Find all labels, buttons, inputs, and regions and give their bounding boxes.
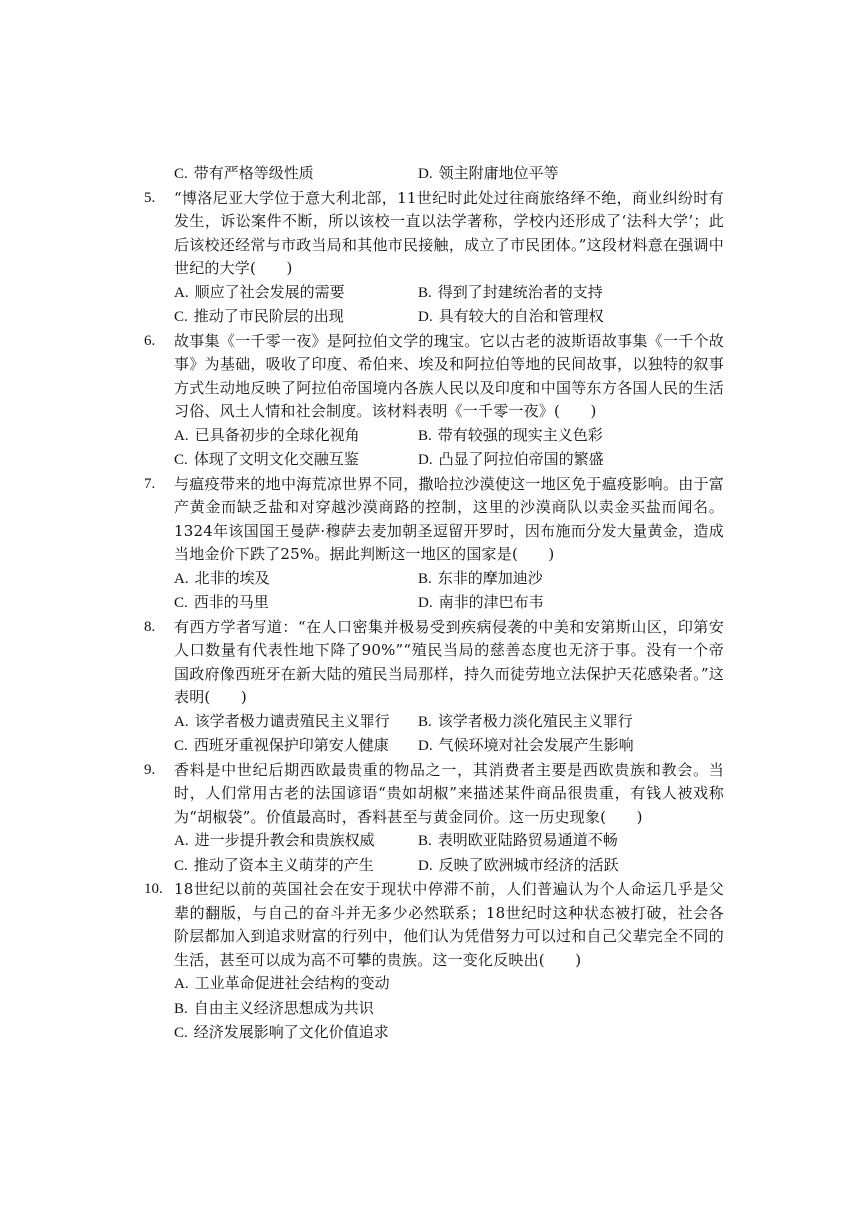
option-row <box>174 972 724 997</box>
option-text: 北非的埃及 <box>194 568 270 587</box>
option-letter: A. <box>174 427 189 444</box>
option-letter: D. <box>418 595 433 611</box>
option-d <box>418 448 662 473</box>
option-row <box>174 567 724 592</box>
option-a <box>174 972 390 997</box>
option-c <box>174 162 418 187</box>
option-a <box>174 281 418 306</box>
option-text: 得到了封建统治者的支持 <box>437 282 603 301</box>
option-letter: C. <box>174 452 188 468</box>
question-6 <box>144 330 724 473</box>
option-c <box>174 734 418 759</box>
question-stem: 有西方学者写道：“在人口密集并极易受到疾病侵袭的中美和安第斯山区，印第安人口数量有代表性地下降了90%”“殖民当局的慈善态度也无济于事。没有一个帝国政府像西班牙在新大陆的殖民当局那样，持久而徒劳地立法保护天花感染者。”这表明( ) <box>174 617 724 706</box>
option-letter: A. <box>174 713 189 730</box>
option-letter: B. <box>418 427 432 444</box>
question-4-continued <box>144 162 724 187</box>
option-b <box>174 997 374 1022</box>
option-c <box>174 448 418 473</box>
option-text: 自由主义经济思想成为共识 <box>193 998 374 1017</box>
option-row <box>174 162 724 187</box>
question-list <box>144 162 724 1046</box>
question-number: 9. <box>144 761 156 778</box>
question-number: 6. <box>144 332 156 349</box>
question-8 <box>144 616 724 759</box>
option-text: 该学者极力淡化殖民主义罪行 <box>437 711 633 730</box>
option-text: 该学者极力谴责殖民主义罪行 <box>194 711 390 730</box>
option-letter: B. <box>418 713 432 730</box>
question-stem: 18世纪以前的英国社会在安于现状中停滞不前，人们普遍认为个人命运几乎是父辈的翻版，与自己的奋斗并无多少必然联系；18世纪时这种状态被打破，社会各阶层都加入到追求财富的行列中，他们认为凭借努力可以过和自己父辈完全不同的生活，甚至可以成为高不可攀的贵族。这一变化反映出( ) <box>174 880 724 969</box>
option-letter: A. <box>174 833 189 849</box>
option-text: 带有严格等级性质 <box>193 164 314 182</box>
option-d <box>418 734 662 759</box>
question-number: 8. <box>144 618 156 635</box>
option-c <box>174 854 418 879</box>
options <box>174 162 724 187</box>
options <box>174 829 724 878</box>
option-letter: A. <box>174 976 189 992</box>
question-9 <box>144 759 724 879</box>
option-letter: C. <box>174 738 188 754</box>
option-d <box>418 591 662 616</box>
question-7 <box>144 473 724 616</box>
option-row <box>174 734 724 759</box>
option-a <box>174 710 418 735</box>
option-text: 表明欧亚陆路贸易通道不畅 <box>437 831 618 849</box>
option-text: 气候环境对社会发展产生影响 <box>438 736 634 754</box>
option-letter: D. <box>418 452 433 468</box>
option-row <box>174 448 724 473</box>
option-text: 工业革命促进社会结构的变动 <box>194 974 390 992</box>
question-number: 10. <box>144 881 163 897</box>
option-row <box>174 305 724 330</box>
option-text: 具有较大的自治和管理权 <box>438 307 604 325</box>
option-b <box>418 567 662 592</box>
option-text: 东非的摩加迪沙 <box>437 568 543 587</box>
question-5 <box>144 187 724 330</box>
options <box>174 972 724 1046</box>
question-stem: 故事集《一千零一夜》是阿拉伯文学的瑰宝。它以古老的波斯语故事集《一千个故事》为基础，吸收了印度、希伯来、埃及和阿拉伯等地的民间故事，以独特的叙事方式生动地反映了阿拉伯帝国境内各族人民以及印度和中国等东方各国人民的生活习俗、风土人情和社会制度。该材料表明《一千零一夜》( ) <box>174 331 724 420</box>
option-letter: B. <box>418 570 432 587</box>
question-10 <box>144 878 724 1046</box>
option-c <box>174 305 418 330</box>
option-letter: A. <box>174 284 189 301</box>
option-text: 西非的马里 <box>193 593 269 611</box>
option-a <box>174 567 418 592</box>
options <box>174 567 724 616</box>
option-letter: B. <box>418 284 432 301</box>
option-letter: D. <box>418 857 433 874</box>
option-text: 领主附庸地位平等 <box>438 164 559 182</box>
option-row <box>174 591 724 616</box>
options <box>174 281 724 330</box>
option-letter: B. <box>174 1000 188 1017</box>
option-a <box>174 424 418 449</box>
option-a <box>174 829 418 854</box>
option-c <box>174 591 418 616</box>
option-text: 西班牙重视保护印第安人健康 <box>193 736 389 754</box>
option-text: 推动了资本主义萌芽的产生 <box>193 855 374 874</box>
option-letter: D. <box>418 166 433 182</box>
option-row <box>174 281 724 306</box>
option-text: 顺应了社会发展的需要 <box>194 282 345 301</box>
option-letter: B. <box>418 833 432 849</box>
option-letter: D. <box>418 738 433 754</box>
option-text: 凸显了阿拉伯帝国的繁盛 <box>438 450 604 468</box>
option-text: 进一步提升教会和贵族权威 <box>194 831 375 849</box>
option-row <box>174 829 724 854</box>
question-number: 7. <box>144 475 156 492</box>
option-letter: C. <box>174 1025 188 1041</box>
option-row <box>174 1021 724 1046</box>
options <box>174 424 724 473</box>
option-row <box>174 424 724 449</box>
option-text: 反映了欧洲城市经济的活跃 <box>438 855 619 874</box>
options <box>174 710 724 759</box>
option-d <box>418 854 662 879</box>
option-d <box>418 305 662 330</box>
question-stem: 与瘟疫带来的地中海荒凉世界不同，撒哈拉沙漠使这一地区免于瘟疫影响。由于富产黄金而缺乏盐和对穿越沙漠商路的控制，这里的沙漠商队以卖金买盐而闻名。1324年该国国王曼萨·穆萨去麦加朝圣逗留开罗时，因布施而分发大量黄金，造成当地金价下跌了25%。据此判断这一地区的国家是( ) <box>174 474 724 563</box>
option-text: 已具备初步的全球化视角 <box>194 425 360 444</box>
option-b <box>418 281 662 306</box>
option-text: 体现了文明文化交融互鉴 <box>193 450 359 468</box>
option-row <box>174 854 724 879</box>
option-letter: A. <box>174 570 189 587</box>
option-text: 经济发展影响了文化价值追求 <box>193 1023 389 1041</box>
option-letter: C. <box>174 595 188 611</box>
option-letter: D. <box>418 309 433 325</box>
option-d <box>418 162 662 187</box>
option-b <box>418 829 662 854</box>
option-b <box>418 710 662 735</box>
option-text: 推动了市民阶层的出现 <box>193 307 344 325</box>
question-stem: “博洛尼亚大学位于意大利北部，11世纪时此处过往商旅络绎不绝，商业纠纷时有发生，诉讼案件不断，所以该校一直以法学著称，学校内还形成了‘法科大学’；此后该校还经常与市政当局和其他市民接触，成立了市民团体。”这段材料意在强调中世纪的大学( ) <box>174 188 724 277</box>
question-stem: 香料是中世纪后期西欧最贵重的物品之一，其消费者主要是西欧贵族和教会。当时，人们常用古老的法国谚语“贵如胡椒”来描述某件商品很贵重，有钱人被戏称为“胡椒袋”。价值最高时，香料甚至与黄金同价。这一历史现象( ) <box>174 760 724 826</box>
question-number: 5. <box>144 189 156 206</box>
option-b <box>418 424 662 449</box>
option-c <box>174 1021 389 1046</box>
option-row <box>174 710 724 735</box>
option-letter: C. <box>174 857 188 874</box>
option-row <box>174 997 724 1022</box>
option-letter: C. <box>174 166 188 182</box>
option-letter: C. <box>174 309 188 325</box>
option-text: 带有较强的现实主义色彩 <box>437 425 603 444</box>
option-text: 南非的津巴布韦 <box>438 593 544 611</box>
